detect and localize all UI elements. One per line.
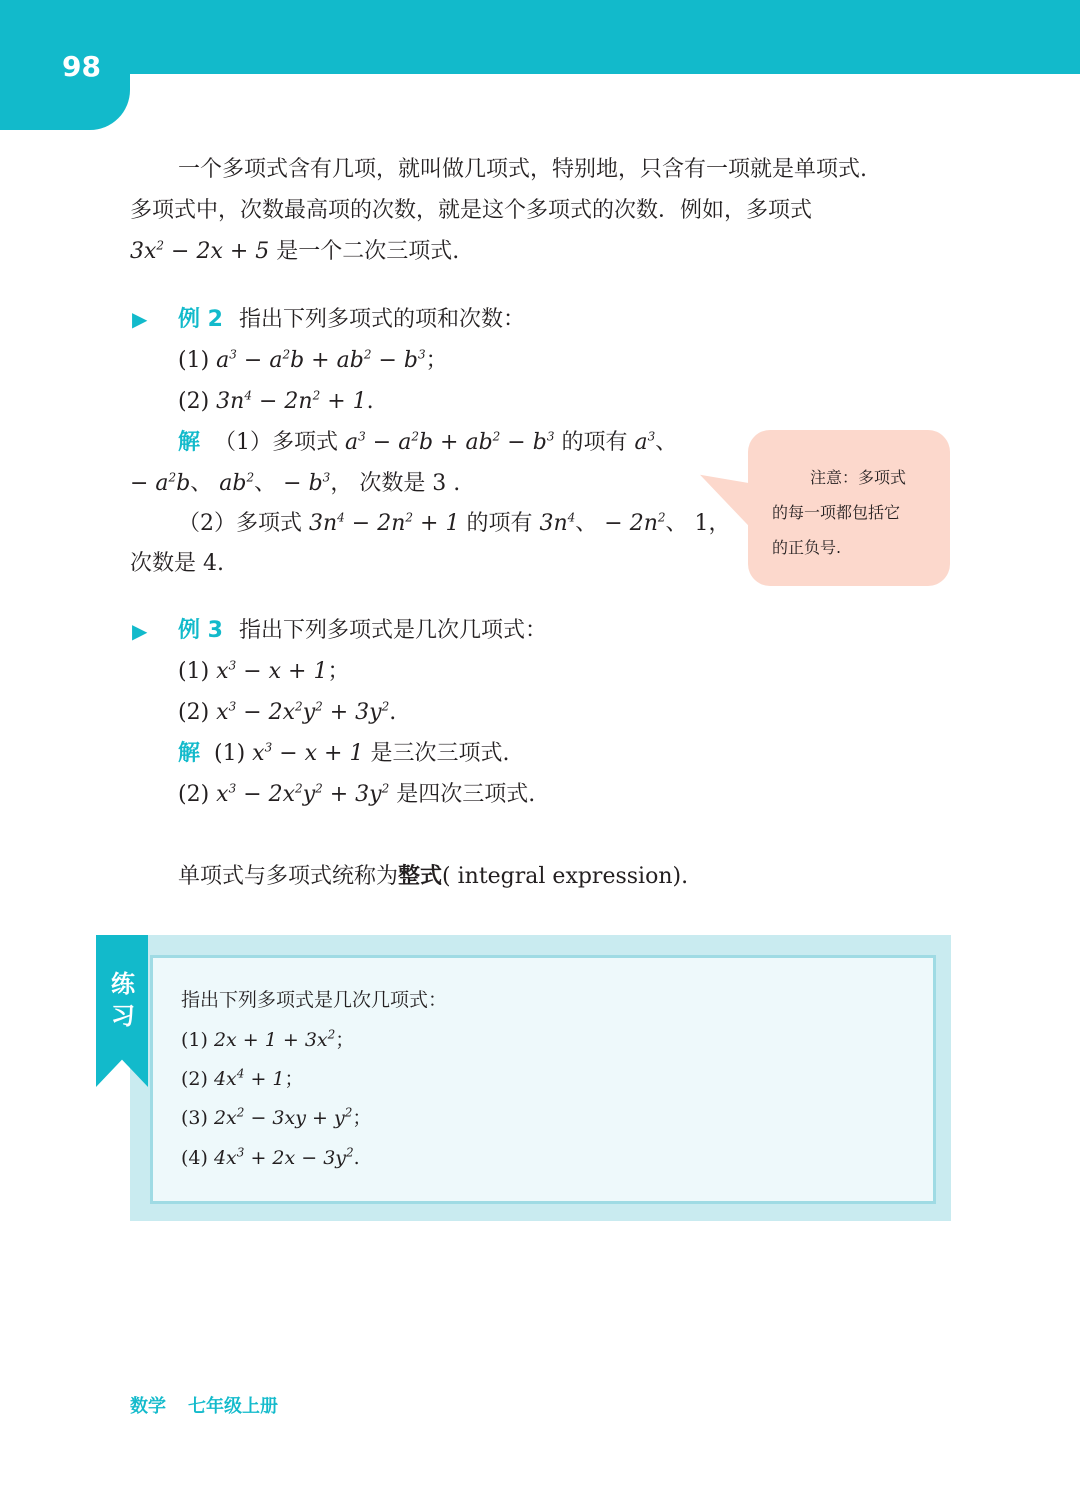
example-3-item-1: (1) $x^3 - x + 1$； [178, 658, 350, 684]
note-line-3: 的正负号. [772, 538, 842, 557]
example-2-solution-2: （2）多项式 $3n^4 - 2n^2 + 1$ 的项有 $3n^4$、 − $2n^2$、 1， [178, 510, 731, 536]
practice-item-3: (3) $2x^2 - 3xy + y^2$； [181, 1105, 372, 1129]
practice-item-1: (1) $2x + 1 + 3x^2$； [181, 1027, 355, 1051]
example-2-solution-1-cont: − $a^2b$、 $ab^2$、 − $b^3$， 次数是 3 . [130, 470, 461, 496]
example-2-solution-2-cont: 次数是 4. [130, 551, 224, 576]
page-number: 98 [62, 50, 101, 83]
example-3-arrow-icon: ▶ [132, 619, 148, 643]
footer-subject: 数学 [130, 1396, 166, 1417]
example-2-solution-1: 解 （1）多项式 $a^3 - a^2b + ab^2 - b^3$ 的项有 $a^3$、 [178, 429, 678, 455]
practice-item-4: (4) $4x^3 + 2x - 3y^2$. [181, 1145, 360, 1169]
definition: 单项式与多项式统称为整式( integral expression). [178, 863, 689, 889]
intro-line-2: 多项式中，次数最高项的次数，就是这个多项式的次数．例如，多项式 [130, 198, 813, 223]
example-3-heading [178, 616, 547, 646]
note-line-2: 的每一项都包括它 [772, 503, 901, 522]
example-2-arrow-icon: ▶ [132, 307, 148, 331]
footer-grade: 七年级上册 [188, 1396, 278, 1417]
example-2-label: 例 2 [178, 307, 223, 332]
example-2-heading [178, 305, 525, 335]
intro-line-1: 一个多项式含有几项，就叫做几项式，特别地，只含有一项就是单项式. [178, 157, 867, 182]
solution-label: 解 [178, 430, 201, 455]
example-3-item-2: (2) $x^3 - 2x^2y^2 + 3y^2$. [178, 699, 397, 725]
solution-label: 解 [178, 741, 201, 766]
example-3-solution-2: (2) $x^3 - 2x^2y^2 + 3y^2$ 是四次三项式. [178, 781, 536, 807]
example-2-item-2: (2) $3n^4 - 2n^2 + 1$. [178, 388, 374, 414]
example-2-prompt: 指出下列多项式的项和次数： [238, 307, 525, 332]
header-bar [0, 0, 1080, 74]
note-line-1: 注意：多项式 [810, 468, 907, 487]
example-2-item-1: (1) $a^3 - a^2b + ab^2 - b^3$； [178, 347, 448, 373]
practice-tab-label: 练习 [111, 970, 135, 1030]
definition-term: 整式 [398, 863, 443, 889]
example-3-prompt: 指出下列多项式是几次几项式： [238, 618, 547, 643]
example-3-solution-1: 解 (1) $x^3 - x + 1$ 是三次三项式. [178, 740, 510, 766]
practice-item-2: (2) $4x^4 + 1$； [181, 1066, 304, 1090]
intro-line-3: $3x^2 - 2x + 5$ 是一个二次三项式. [130, 238, 460, 264]
footer [130, 1392, 278, 1418]
practice-prompt: 指出下列多项式是几次几项式： [181, 989, 448, 1011]
intro-formula: $3x^2 - 2x + 5$ [130, 238, 277, 264]
note-text [772, 460, 932, 565]
example-3-label: 例 3 [178, 618, 223, 643]
